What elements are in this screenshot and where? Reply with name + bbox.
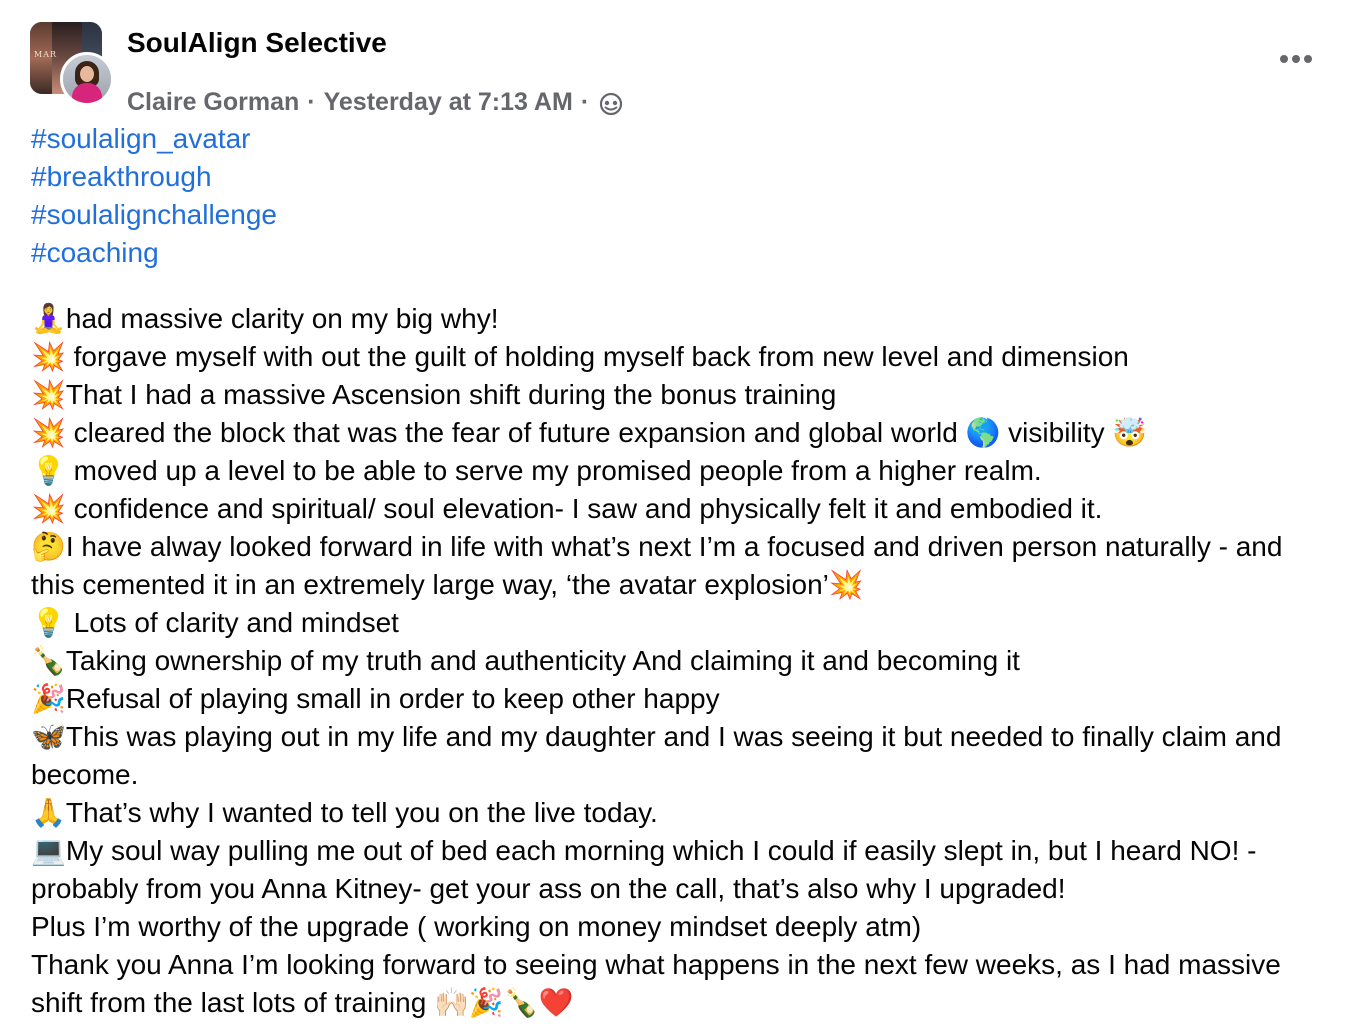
meta-separator: ·: [307, 88, 316, 116]
hashtag-link[interactable]: #soulalign_avatar: [31, 123, 251, 154]
dot: [1304, 55, 1312, 63]
post-line: [31, 376, 1331, 414]
post-line: [31, 794, 1331, 832]
emoji-icon: 🧘‍♀️: [31, 302, 66, 335]
post-line: [31, 642, 1331, 680]
globe-icon[interactable]: [599, 92, 623, 116]
hashtag-link[interactable]: #breakthrough: [31, 161, 212, 192]
post-line-text: had massive clarity on my big why!: [65, 303, 499, 334]
emoji-icon: 💥: [31, 492, 66, 525]
post-meta: [127, 88, 623, 117]
emoji-icon: 🎉: [31, 682, 66, 715]
emoji-icon: 💥: [31, 378, 66, 411]
post-line: [31, 680, 1331, 718]
paragraph-gap: [31, 272, 1331, 300]
post-line: [31, 414, 1331, 452]
post-line-text: cleared the block that was the fear of future expansion and global world 🌎 visibility 🤯: [65, 417, 1148, 448]
post-line-text: My soul way pulling me out of bed each morning which I could if easily slept in, but I heard NO! - probably from you Anna Kitney- get your ass on the call, that’s also why I upgraded!: [31, 835, 1257, 904]
emoji-icon: 💡: [31, 454, 66, 487]
post-line-text: That’s why I wanted to tell you on the live today.: [65, 797, 658, 828]
author-avatar[interactable]: [60, 52, 114, 106]
group-avatar-text: MAR: [34, 50, 57, 59]
post-line-text: moved up a level to be able to serve my promised people from a higher realm.: [65, 455, 1042, 486]
post-line: [31, 338, 1331, 376]
post-timestamp-link[interactable]: Yesterday at 7:13 AM: [323, 88, 573, 116]
emoji-icon: 🤔: [31, 530, 66, 563]
emoji-icon: 🦋: [31, 720, 66, 753]
avatar-stack[interactable]: [30, 22, 106, 98]
meta-separator: ·: [580, 88, 590, 116]
post-line: [31, 604, 1331, 642]
post-line: [31, 908, 1331, 946]
post-line: [31, 718, 1331, 794]
post-line: [31, 300, 1331, 338]
hashtag-link[interactable]: #coaching: [31, 237, 159, 268]
post-line-text: I have alway looked forward in life with what’s next I’m a focused and driven person naturally - and this cemented it in an extremely large way, ‘the avatar explosion’💥: [31, 531, 1283, 600]
emoji-icon: 💡: [31, 606, 66, 639]
post-line-text: Thank you Anna I’m looking forward to seeing what happens in the next few weeks, as I had massive shift from the last lots of training 🙌🏻🎉🍾❤️: [31, 949, 1281, 1018]
author-avatar-face: [80, 66, 94, 82]
post-line-text: Plus I’m worthy of the upgrade ( working on money mindset deeply atm): [31, 911, 922, 942]
dot: [1292, 55, 1300, 63]
post-line-text: Refusal of playing small in order to keep other happy: [65, 683, 720, 714]
post-line-text: forgave myself with out the guilt of holding myself back from new level and dimension: [65, 341, 1129, 372]
post-body: [31, 120, 1331, 1022]
author-avatar-body: [72, 83, 102, 106]
emoji-icon: 💥: [31, 416, 66, 449]
more-options-icon[interactable]: [1280, 50, 1320, 64]
post-line-text: Taking ownership of my truth and authenticity And claiming it and becoming it: [65, 645, 1020, 676]
post-line: [31, 528, 1331, 604]
post-line: [31, 832, 1331, 908]
post-line-text: confidence and spiritual/ soul elevation- I saw and physically felt it and embodied it.: [65, 493, 1103, 524]
post-line: [31, 452, 1331, 490]
post-header: [30, 22, 1322, 116]
emoji-icon: 🙏: [31, 796, 66, 829]
post-line: [31, 490, 1331, 528]
emoji-icon: 💥: [31, 340, 66, 373]
hashtag-link[interactable]: #soulalignchallenge: [31, 199, 277, 230]
post-line-text: Lots of clarity and mindset: [65, 607, 399, 638]
post-line-text: That I had a massive Ascension shift during the bonus training: [65, 379, 837, 410]
author-name-link[interactable]: Claire Gorman: [127, 88, 300, 116]
post-line: [31, 946, 1331, 1022]
post-line-text: This was playing out in my life and my daughter and I was seeing it but needed to finally claim and become.: [31, 721, 1282, 790]
dot: [1280, 55, 1288, 63]
emoji-icon: 🍾: [31, 644, 66, 677]
emoji-icon: 💻: [31, 834, 66, 867]
group-name-link[interactable]: SoulAlign Selective: [127, 27, 387, 58]
hashtag-list: [31, 120, 1331, 272]
